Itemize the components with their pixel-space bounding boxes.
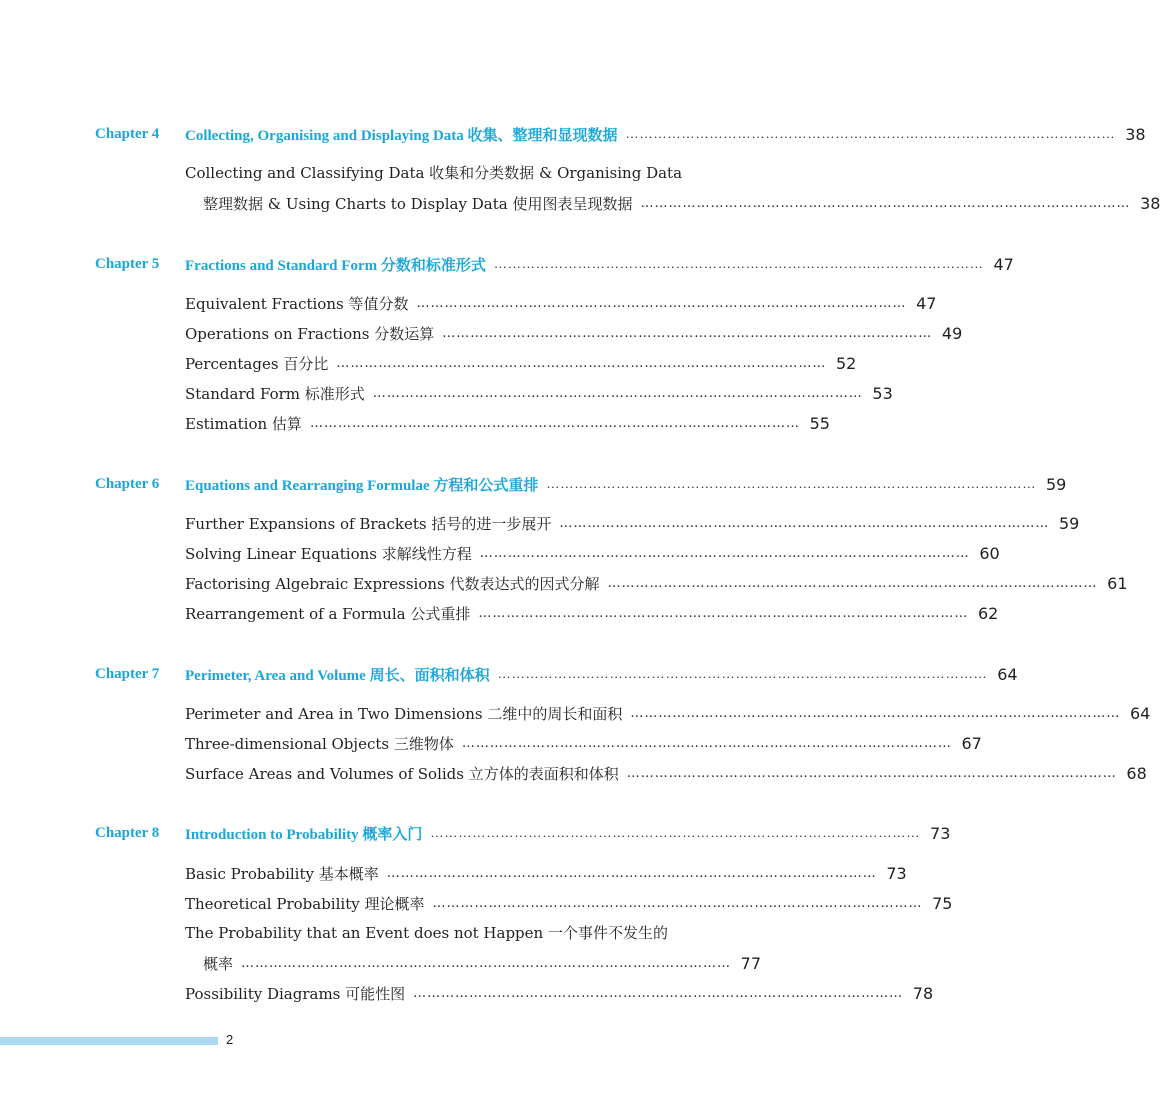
dot-leader: ……………………………………………………………………………………………	[493, 256, 984, 271]
toc-entry[interactable]	[185, 889, 953, 917]
entry-label: Operations on Fractions 分数运算	[185, 324, 435, 343]
chapter-title: Introduction to Probability 概率入门	[185, 826, 423, 843]
dot-leader: ……………………………………………………………………………………………	[640, 195, 1131, 211]
page-number: 64	[997, 664, 1018, 684]
page-number: 60	[979, 543, 1000, 563]
page-number: 38	[1140, 193, 1160, 213]
entry-label: Rearrangement of a Formula 公式重排	[185, 604, 471, 623]
dot-leader: ……………………………………………………………………………………………	[630, 705, 1121, 721]
dot-leader: ……………………………………………………………………………………………	[430, 825, 921, 840]
chapter-number: Chapter 6	[95, 475, 160, 492]
entry-label: Factorising Algebraic Expressions 代数表达式的因式分解	[185, 574, 600, 593]
chapter-title: Collecting, Organising and Displaying Data 收集、整理和显现数据	[185, 127, 618, 144]
page-number: 77	[740, 953, 762, 973]
toc-entry[interactable]	[203, 189, 1160, 217]
toc-entry[interactable]	[185, 379, 893, 407]
entry-label: Perimeter and Area in Two Dimensions 二维中的周长和面积	[185, 704, 623, 723]
toc-entry[interactable]	[185, 859, 907, 887]
entry-label: Estimation 估算	[185, 414, 302, 433]
toc-entry[interactable]	[185, 599, 999, 627]
entry-label: Three-dimensional Objects 三维物体	[185, 734, 454, 753]
page-number: 78	[912, 983, 934, 1003]
chapter-7-heading[interactable]	[95, 660, 1018, 688]
dot-leader: ……………………………………………………………………………………………	[559, 515, 1050, 531]
dot-leader: ……………………………………………………………………………………………	[309, 415, 800, 431]
toc-entry[interactable]	[185, 509, 1080, 537]
chapter-number: Chapter 8	[95, 824, 160, 841]
dot-leader: ……………………………………………………………………………………………	[625, 126, 1116, 141]
entry-label: Theoretical Probability 理论概率	[185, 894, 425, 913]
footer-accent-bar	[0, 1037, 218, 1045]
page-number: 73	[930, 823, 951, 843]
page-number: 75	[932, 893, 953, 913]
dot-leader: ……………………………………………………………………………………………	[478, 605, 969, 621]
page-number: 59	[1046, 474, 1067, 494]
toc-entry-line-1[interactable]	[185, 159, 707, 187]
entry-label: Further Expansions of Brackets 括号的进一步展开	[185, 514, 552, 533]
dot-leader: ……………………………………………………………………………………………	[626, 765, 1117, 781]
entry-label: 概率	[203, 954, 234, 973]
toc-entry[interactable]	[185, 759, 1147, 787]
toc-entry[interactable]	[185, 349, 857, 377]
entry-label: Basic Probability 基本概率	[185, 864, 379, 883]
dot-leader: ……………………………………………………………………………………………	[442, 325, 933, 341]
dot-leader: ……………………………………………………………………………………………	[372, 385, 863, 401]
page-number: 47	[993, 254, 1014, 274]
page-number: 64	[1130, 703, 1151, 723]
page-number: 62	[977, 603, 999, 623]
dot-leader: ……………………………………………………………………………………………	[497, 666, 988, 681]
chapter-4-heading[interactable]	[95, 120, 1146, 148]
toc-entry[interactable]	[185, 539, 1000, 567]
toc-entry[interactable]	[185, 569, 1128, 597]
toc-entry[interactable]	[203, 949, 762, 977]
page-number: 55	[809, 413, 830, 433]
entry-label: Standard Form 标准形式	[185, 384, 365, 403]
entry-label: Equivalent Fractions 等值分数	[185, 294, 409, 313]
dot-leader: ……………………………………………………………………………………………	[336, 355, 827, 371]
page-number: 52	[835, 353, 857, 373]
chapter-number: Chapter 5	[95, 255, 160, 272]
entry-label: Solving Linear Equations 求解线性方程	[185, 544, 472, 563]
entry-label: The Probability that an Event does not Happen 一个事件不发生的	[185, 924, 668, 942]
page-number: 73	[886, 863, 907, 883]
chapter-8-heading[interactable]	[95, 819, 951, 847]
entry-label: Possibility Diagrams 可能性图	[185, 984, 406, 1003]
dot-leader: ……………………………………………………………………………………………	[386, 865, 877, 881]
toc-entry[interactable]	[185, 289, 937, 317]
page-number: 68	[1126, 763, 1147, 783]
page-number: 47	[916, 293, 937, 313]
entry-label: 整理数据 & Using Charts to Display Data 使用图表呈现数据	[203, 194, 633, 213]
page-number: 61	[1107, 573, 1128, 593]
chapter-number: Chapter 7	[95, 665, 160, 682]
dot-leader: ……………………………………………………………………………………………	[416, 295, 907, 311]
dot-leader: ……………………………………………………………………………………………	[546, 476, 1037, 491]
page-number: 59	[1059, 513, 1080, 533]
chapter-title: Fractions and Standard Form 分数和标准形式	[185, 257, 486, 274]
toc-entry[interactable]	[185, 699, 1151, 727]
page-number: 49	[941, 323, 963, 343]
page-number: 38	[1125, 124, 1146, 144]
dot-leader: ……………………………………………………………………………………………	[607, 575, 1098, 591]
toc-entry[interactable]	[185, 979, 934, 1007]
page-number: 53	[872, 383, 893, 403]
toc-entry[interactable]	[185, 729, 982, 757]
chapter-number: Chapter 4	[95, 125, 160, 142]
page-number: 67	[961, 733, 982, 753]
entry-label: Collecting and Classifying Data 收集和分类数据 & Organising Data	[185, 164, 683, 182]
dot-leader: ……………………………………………………………………………………………	[241, 955, 732, 971]
toc-entry[interactable]	[185, 409, 830, 437]
entry-label: Surface Areas and Volumes of Solids 立方体的表面积和体积	[185, 764, 619, 783]
dot-leader: ……………………………………………………………………………………………	[479, 545, 970, 561]
toc-entry[interactable]	[185, 319, 963, 347]
dot-leader: ……………………………………………………………………………………………	[413, 985, 904, 1001]
entry-label: Percentages 百分比	[185, 354, 329, 373]
dot-leader: ……………………………………………………………………………………………	[461, 735, 952, 751]
folio-page-number: 2	[226, 1032, 234, 1047]
chapter-title: Equations and Rearranging Formulae 方程和公式重排	[185, 477, 539, 494]
chapter-5-heading[interactable]	[95, 250, 1014, 278]
dot-leader: ……………………………………………………………………………………………	[432, 895, 923, 911]
chapter-title: Perimeter, Area and Volume 周长、面积和体积	[185, 667, 490, 684]
chapter-6-heading[interactable]	[95, 470, 1067, 498]
toc-entry-line-1[interactable]	[185, 919, 707, 947]
